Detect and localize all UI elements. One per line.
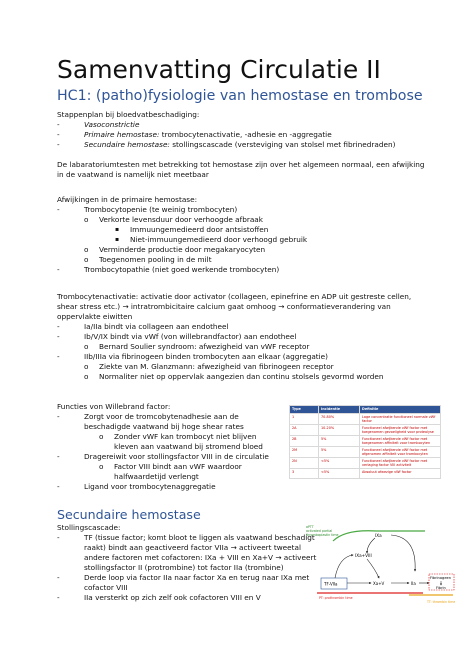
- tf-viia-label: TF-VIIa: [324, 581, 338, 587]
- section-heading-hc1: HC1: (patho)fysiologie van hemostase en trombose: [57, 88, 423, 104]
- table-row: 2B 5% Functioneel afwijkende vWf factor met toegenomen affiniteit voor trombocyten: [290, 436, 441, 447]
- stollings-intro: Stollingscascade:: [57, 523, 121, 532]
- list-item: Toegenomen pooling in de milt: [99, 255, 212, 264]
- list-item: Niet-immuungemedieerd door verhoogd gebruik: [130, 235, 308, 244]
- document-page: Samenvatting Circulatie II HC1: (patho)fysiologie van hemostase en trombose Stappenplan bij bloedvatbeschadiging: - Vasoconstrictie - Primaire hemostase: trombocytenactivatie, -adhesie en -aggregatie - Secundaire hemostase: stollingscascade (versteviging van stolsel met fibrinedraden) De labaratoriumtesten met betrekking tot hemostase zijn over het algemeen normaal, een afwijking in de vaatwand is namelijk niet meetbaar Afwijkingen in de primaire hemostase: - Trombocytopenie (te weinig trombocyten) o Verkorte levensduur door verhoogde afbraak ▪ Immuungemedieerd door antsistoffen ▪ Niet-immuungemedieerd door verhoogd gebruik o Verminderde productie door megakaryocyten o Toegenomen pooling in de milt - Trombocytopathie (niet goed werkende trombocyten) Trombocytenactivatie: activatie door activator (collageen, epinefrine en ADP uit gestreste cellen, shear stress etc.) → intratrombicitaire calcium gaat omhoog → conformatieverandering van oppervlakte eiwitten - Ia/IIa bindt via collageen aan endotheel - Ib/V/IX bindt via vWf (von willebrandfactor) aan endotheel o Bernard Soulier syndroom: afwezigheid van vWF receptor - IIb/IIIa via fibrinogeen binden trombocyten aan elkaar (aggregatie) o Ziekte van M. Glanzmann: afwezigheid van fibrinogeen receptor o Normaliter niet op oppervlak aangezien dan continu stolsels gevormd worden Functies von Willebrand factor: - Zorgt voor de tromcobytenadhesie aan de beschadigde vaatwand bij hoge shear rates o Zonder vWF kan trombocyt niet blijven kleven aan vaatwand bij stromend bloed - Dragereiwit voor stollingsfactor VIII in de circulatie o Factor VIII bindt aan vWF waardoor halfwaardetijd verlengt - Ligand voor trombocytenaggregatie Type Incidentie Definitie 1 70-80% Lage concentratie functioneel normale vWf factor 2A 10-20% Functioneel afwijkende vWf factor met toegenomen gevoeligheid voor proteolyse 2B 5% Functioneel afwijkende vWf factor met toegenomen affiniteit voor trombocyten 2M 5% Functioneel afwijkende vWf factor met afgenomen affiniteit voor trombocyten 2N <5% Functioneel afwijkende vWf factor met verlaging factor VIII activiteit 3 <5% Absoluut afwezige vWf factor Secundaire hemostase Stollingscascade: - TF (tissue factor; komt bloot te liggen als vaatwand beschadigt raakt) bindt aan geactiveerd factor VIIa → activeert tweetal andere factoren met cofactoren: IXa + VIII en Xa+V → activeert stollingsfactor II (protrombine) tot factor IIa (trombine) - Derde loop via factor IIa naar factor Xa en terug naar IXa met cofactor VIII - IIa versterkt op zich zelf ook cofactoren VIII en V aPTT activated partial thromboplastin time IXa IXa+VIII TF-VIIa Xa+V IIa Fibrinogeen Fibrin PT: prothrombin time TT: thrombin time: [0, 0, 474, 670]
- list-item-line: andere factoren met cofactoren: IXa + VIII en Xa+V → activeert: [84, 553, 317, 562]
- list-item: Zorgt voor de tromcobytenadhesie aan de beschadigde vaatwand bij hoge shear rates: [84, 412, 244, 431]
- vwf-type-table: [289, 405, 441, 479]
- table-row: 2N <5% Functioneel afwijkende vWf factor met verlaging factor VIII activiteit: [290, 458, 441, 469]
- table-row: 3 <5% Absoluut afwezige vWf factor: [290, 469, 441, 479]
- iia-label: IIa: [411, 581, 416, 586]
- list-item-line: cofactor VIII: [84, 583, 128, 592]
- stap-3: Secundaire hemostase: stollingscascade (versteviging van stolsel met fibrinedraden): [84, 140, 396, 149]
- list-item: IIb/IIIa via fibrinogeen binden trombocyten aan elkaar (aggregatie): [84, 352, 329, 361]
- list-item: Immuungemedieerd door antsistoffen: [130, 225, 269, 234]
- list-item: Ligand voor trombocytenaggregatie: [84, 482, 216, 491]
- feedback-arrow: [391, 535, 415, 571]
- list-item-line: Derde loop via factor IIa naar factor Xa en terug naar IXa met: [84, 573, 310, 582]
- lab-para-line: De labaratoriumtesten met betrekking tot hemostase zijn over het algemeen normaal, een afwijking: [57, 160, 425, 169]
- list-item: Ib/V/IX bindt via vWf (von willebrandfactor) aan endotheel: [84, 332, 297, 341]
- list-item: Normaliter niet op oppervlak aangezien dan continu stolsels gevormd worden: [99, 372, 384, 381]
- table-row: 1 70-80% Lage concentratie functioneel normale vWf factor: [290, 414, 441, 425]
- list-item: Zonder vWF kan trombocyt niet blijven kleven aan vaatwand bij stromend bloed: [114, 432, 263, 451]
- table-row: 2A 10-20% Functioneel afwijkende vWf factor met toegenomen gevoeligheid voor proteolyse: [290, 425, 441, 436]
- svg-text:thromboplastin time: thromboplastin time: [306, 533, 339, 537]
- list-item-line: TF (tissue factor; komt bloot te liggen als vaatwand beschadigt: [84, 533, 315, 542]
- stap-1: Vasoconstrictie: [84, 120, 140, 129]
- list-item-line: IIa versterkt op zich zelf ook cofactoren VIII en V: [84, 593, 261, 602]
- list-item: Ia/IIa bindt via collageen aan endotheel: [84, 322, 229, 331]
- willebrand-intro: Functies von Willebrand factor:: [57, 402, 171, 411]
- ixa-label: IXa: [375, 533, 382, 538]
- stap-2: Primaire hemostase: trombocytenactivatie, -adhesie en -aggregatie: [84, 130, 332, 139]
- coagulation-cascade-diagram: [305, 523, 455, 613]
- lab-para-line: in de vaatwand is namelijk niet meetbaar: [57, 170, 209, 179]
- arrow: [335, 555, 353, 578]
- table-row: 2M 5% Functioneel afwijkende vWf factor met afgenomen affiniteit voor trombocyten: [290, 447, 441, 458]
- list-item: Trombocytopathie (niet goed werkende trombocyten): [84, 265, 280, 274]
- fibrinogen-label: Fibrinogeen: [430, 576, 452, 580]
- ixa-viii-label: IXa+VIII: [355, 553, 372, 558]
- fibrin-label: Fibrin: [436, 586, 446, 590]
- svg-text:activated partial: activated partial: [306, 529, 333, 533]
- aptt-legend: aPTT: [306, 525, 314, 529]
- arrow: [367, 559, 379, 578]
- activatie-line: Trombocytenactivatie: activatie door activator (collageen, epinefrine en ADP uit gestreste cellen,: [57, 292, 412, 301]
- list-item-line: stollingsfactor II (protrombine) tot factor IIa (trombine): [84, 563, 284, 572]
- stappenplan-intro: Stappenplan bij bloedvatbeschadiging:: [57, 110, 200, 119]
- pt-label: PT: prothrombin time: [319, 596, 353, 600]
- list-item: Dragereiwit voor stollingsfactor VIII in de circulatie: [84, 452, 269, 461]
- list-item: Bernard Soulier syndroom: afwezigheid van vWF receptor: [99, 342, 310, 351]
- arrow: [367, 538, 375, 553]
- tt-label: TT: thrombin time: [427, 600, 455, 604]
- afwijkingen-intro: Afwijkingen in de primaire hemostase:: [57, 195, 198, 204]
- table-header-row: Type Incidentie Definitie: [290, 406, 441, 414]
- list-item: Trombocytopenie (te weinig trombocyten): [84, 205, 238, 214]
- activatie-line: shear stress etc.) → intratrombicitaire calcium gaat omhoog → conformatieverandering van: [57, 302, 391, 311]
- xa-v-label: Xa+V: [373, 581, 385, 586]
- list-item: Verkorte levensduur door verhoogde afbraak: [99, 215, 263, 224]
- list-item: Factor VIII bindt aan vWF waardoor halfwaardetijd verlengt: [114, 462, 242, 481]
- activatie-line: oppervlakte eiwitten: [57, 312, 133, 321]
- section-heading-secundaire: Secundaire hemostase: [57, 507, 201, 522]
- page-title: Samenvatting Circulatie II: [57, 55, 381, 84]
- list-item: Ziekte van M. Glanzmann: afwezigheid van fibrinogeen receptor: [99, 362, 334, 371]
- list-item-line: raakt) bindt aan geactiveerd factor VIIa → activeert tweetal: [84, 543, 302, 552]
- list-item: Verminderde productie door megakaryocyten: [99, 245, 266, 254]
